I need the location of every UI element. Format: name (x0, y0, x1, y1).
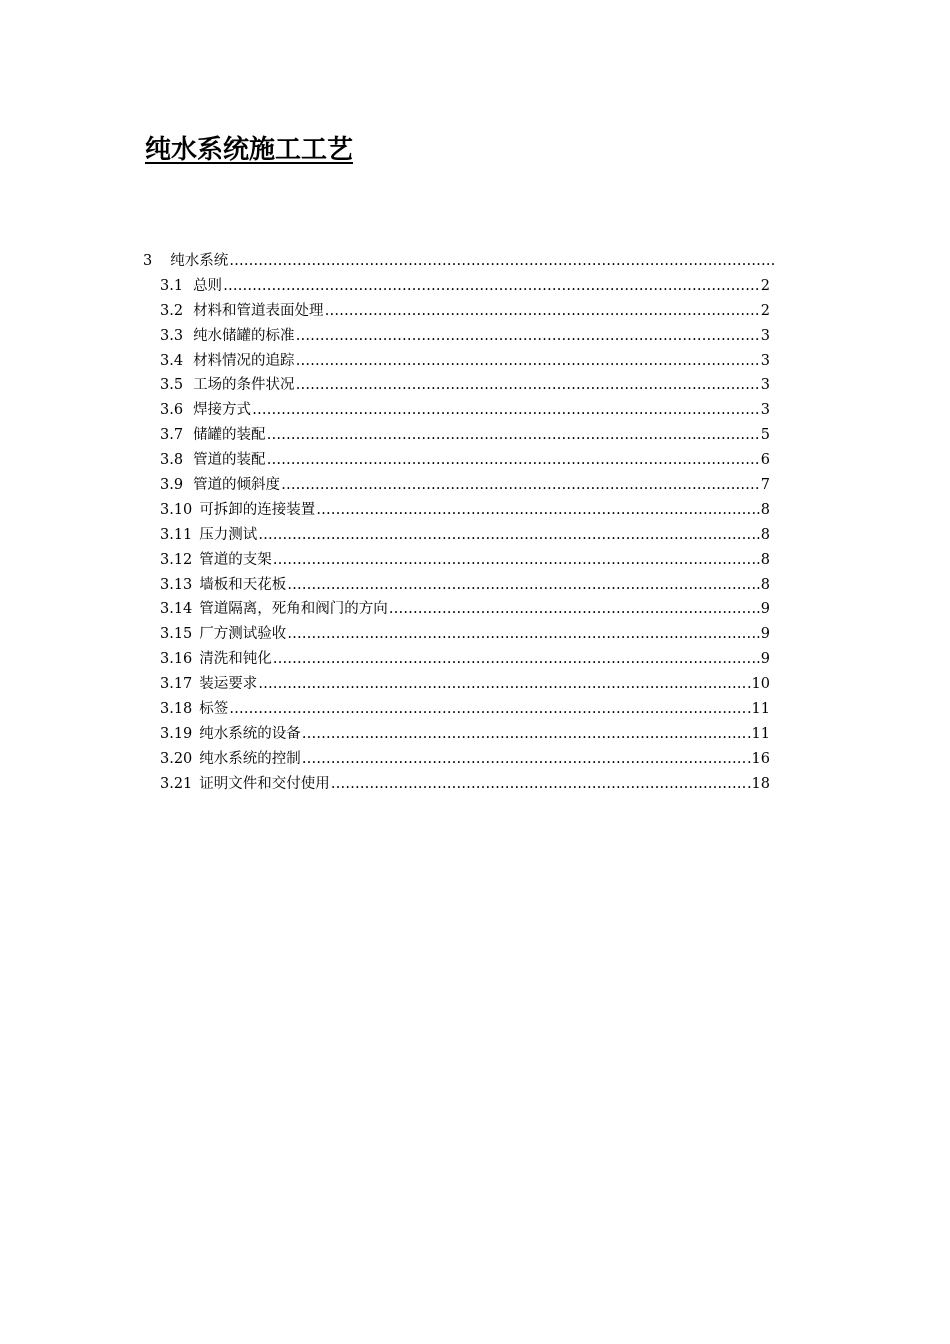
toc-entry-label: 材料和管道表面处理 (193, 302, 324, 319)
toc-entry-number: 3.8 (160, 452, 184, 469)
toc-dot-leader (273, 548, 751, 573)
toc-entry[interactable] (143, 523, 770, 548)
toc-dot-leader (258, 672, 746, 697)
toc-entry-number: 3.15 (160, 626, 193, 643)
toc-entry-number: 3.19 (160, 725, 193, 742)
toc-entry-number: 3.21 (160, 775, 193, 792)
toc-dot-leader (281, 473, 760, 498)
toc-dot-leader (316, 498, 750, 523)
toc-entry[interactable] (143, 249, 775, 274)
toc-entry-page-number: 3 (760, 402, 770, 419)
toc-entry-page-number: 3 (760, 352, 770, 369)
toc-entry-label: 管道隔离，死角和阀门的方向 (199, 601, 388, 618)
table-of-contents (143, 249, 783, 797)
toc-entry-number: 3.5 (160, 377, 184, 394)
toc-entry-page-number: .10 (746, 676, 770, 693)
toc-entry[interactable] (143, 647, 770, 672)
toc-entry[interactable] (143, 324, 770, 349)
toc-entry[interactable] (143, 622, 770, 647)
toc-entry[interactable] (143, 573, 770, 598)
toc-entry[interactable] (143, 772, 770, 797)
toc-entry-number: 3.20 (160, 750, 193, 767)
toc-entry-page-number: 6 (760, 452, 770, 469)
toc-entry-number: 3.16 (160, 651, 193, 668)
toc-entry-label: 纯水储罐的标准 (193, 327, 295, 344)
toc-entry-label: 厂方测试验收 (199, 626, 287, 643)
toc-entry-label: 管道的倾斜度 (193, 477, 281, 494)
toc-entry-label: 压力测试 (199, 526, 258, 543)
toc-entry[interactable] (143, 747, 770, 772)
toc-entry-label: 清洗和钝化 (199, 651, 272, 668)
toc-dot-leader (296, 324, 760, 349)
toc-entry-page-number: 2 (760, 277, 770, 294)
toc-entry-number: 3.17 (160, 676, 193, 693)
toc-entry-page-number: .11 (746, 725, 770, 742)
toc-entry-page-number: 7 (760, 477, 770, 494)
toc-entry-number: 3 (143, 253, 153, 269)
toc-entry-label: 管道的装配 (193, 452, 266, 469)
toc-entry[interactable] (143, 299, 770, 324)
toc-entry-page-number: .11 (746, 701, 770, 718)
toc-dot-leader (267, 423, 760, 448)
toc-entry-page-number: ..8 (751, 526, 770, 543)
toc-entry[interactable] (143, 398, 770, 423)
toc-entry-number: 3.9 (160, 477, 184, 494)
toc-entry-number: 3.12 (160, 551, 193, 568)
toc-entry-label: 纯水系统 (170, 253, 229, 269)
toc-dot-leader (267, 448, 760, 473)
toc-entry-number: 3.6 (160, 402, 184, 419)
toc-entry[interactable] (143, 473, 770, 498)
toc-dot-leader (331, 772, 746, 797)
toc-entry-page-number: ..8 (751, 576, 770, 593)
toc-entry-page-number: .16 (746, 750, 770, 767)
toc-entry-label: 工场的条件状况 (193, 377, 295, 394)
toc-entry[interactable] (143, 597, 770, 622)
toc-entry-label: 墙板和天花板 (199, 576, 287, 593)
toc-dot-leader (389, 597, 751, 622)
toc-entry-page-number: 5 (760, 427, 770, 444)
toc-dot-leader (223, 274, 760, 299)
toc-entry[interactable] (143, 722, 770, 747)
toc-entry-label: 标签 (199, 701, 229, 718)
toc-entry-number: 3.11 (160, 526, 193, 543)
toc-entry-page-number: ..9 (751, 651, 770, 668)
toc-entry-label: 纯水系统的控制 (199, 750, 301, 767)
toc-entry-label: 管道的支架 (199, 551, 272, 568)
toc-entry[interactable] (143, 373, 770, 398)
toc-dot-leader (273, 647, 751, 672)
toc-dot-leader (302, 722, 746, 747)
toc-dot-leader (325, 299, 760, 324)
toc-entry-page-number: ..9 (751, 601, 770, 618)
toc-dot-leader (302, 747, 746, 772)
toc-dot-leader (258, 523, 750, 548)
toc-entry-page-number: 2 (760, 302, 770, 319)
toc-entry-page-number: ..8 (751, 551, 770, 568)
toc-dot-leader (296, 373, 760, 398)
toc-entry[interactable] (143, 498, 770, 523)
toc-entry-number: 3.13 (160, 576, 193, 593)
toc-entry-label: 可拆卸的连接装置 (199, 501, 316, 518)
toc-entry-number: 3.4 (160, 352, 184, 369)
toc-entry-label: 证明文件和交付使用 (199, 775, 330, 792)
toc-entry-number: 3.14 (160, 601, 193, 618)
toc-entry[interactable] (143, 548, 770, 573)
toc-entry-label: 总则 (193, 277, 223, 294)
toc-entry-label: 纯水系统的设备 (199, 725, 301, 742)
toc-entry[interactable] (143, 672, 770, 697)
toc-entry-number: 3.10 (160, 501, 193, 518)
toc-entry-label: 焊接方式 (193, 402, 252, 419)
toc-entry-page-number: ..8 (751, 501, 770, 518)
toc-entry[interactable] (143, 349, 770, 374)
toc-dot-leader (229, 249, 774, 274)
toc-entry-number: 3.3 (160, 327, 184, 344)
toc-entry[interactable] (143, 274, 770, 299)
toc-entry-number: 3.2 (160, 302, 184, 319)
toc-dot-leader (296, 349, 760, 374)
toc-entry-label: 储罐的装配 (193, 427, 266, 444)
toc-dot-leader (252, 398, 760, 423)
toc-dot-leader (229, 697, 746, 722)
toc-entry-page-number: ..9 (751, 626, 770, 643)
toc-entry-label: 装运要求 (199, 676, 258, 693)
toc-entry-page-number: 3 (760, 377, 770, 394)
toc-dot-leader (287, 573, 750, 598)
toc-entry[interactable] (143, 697, 770, 722)
toc-dot-leader (287, 622, 750, 647)
toc-entry-number: 3.18 (160, 701, 193, 718)
toc-entry-number: 3.1 (160, 277, 184, 294)
toc-entry[interactable] (143, 448, 770, 473)
toc-entry-page-number: .18 (746, 775, 770, 792)
toc-entry-label: 材料情况的追踪 (193, 352, 295, 369)
document-title: 纯水系统施工工艺 (145, 135, 354, 165)
toc-entry-page-number: 3 (760, 327, 770, 344)
toc-entry-number: 3.7 (160, 427, 184, 444)
toc-entry[interactable] (143, 423, 770, 448)
